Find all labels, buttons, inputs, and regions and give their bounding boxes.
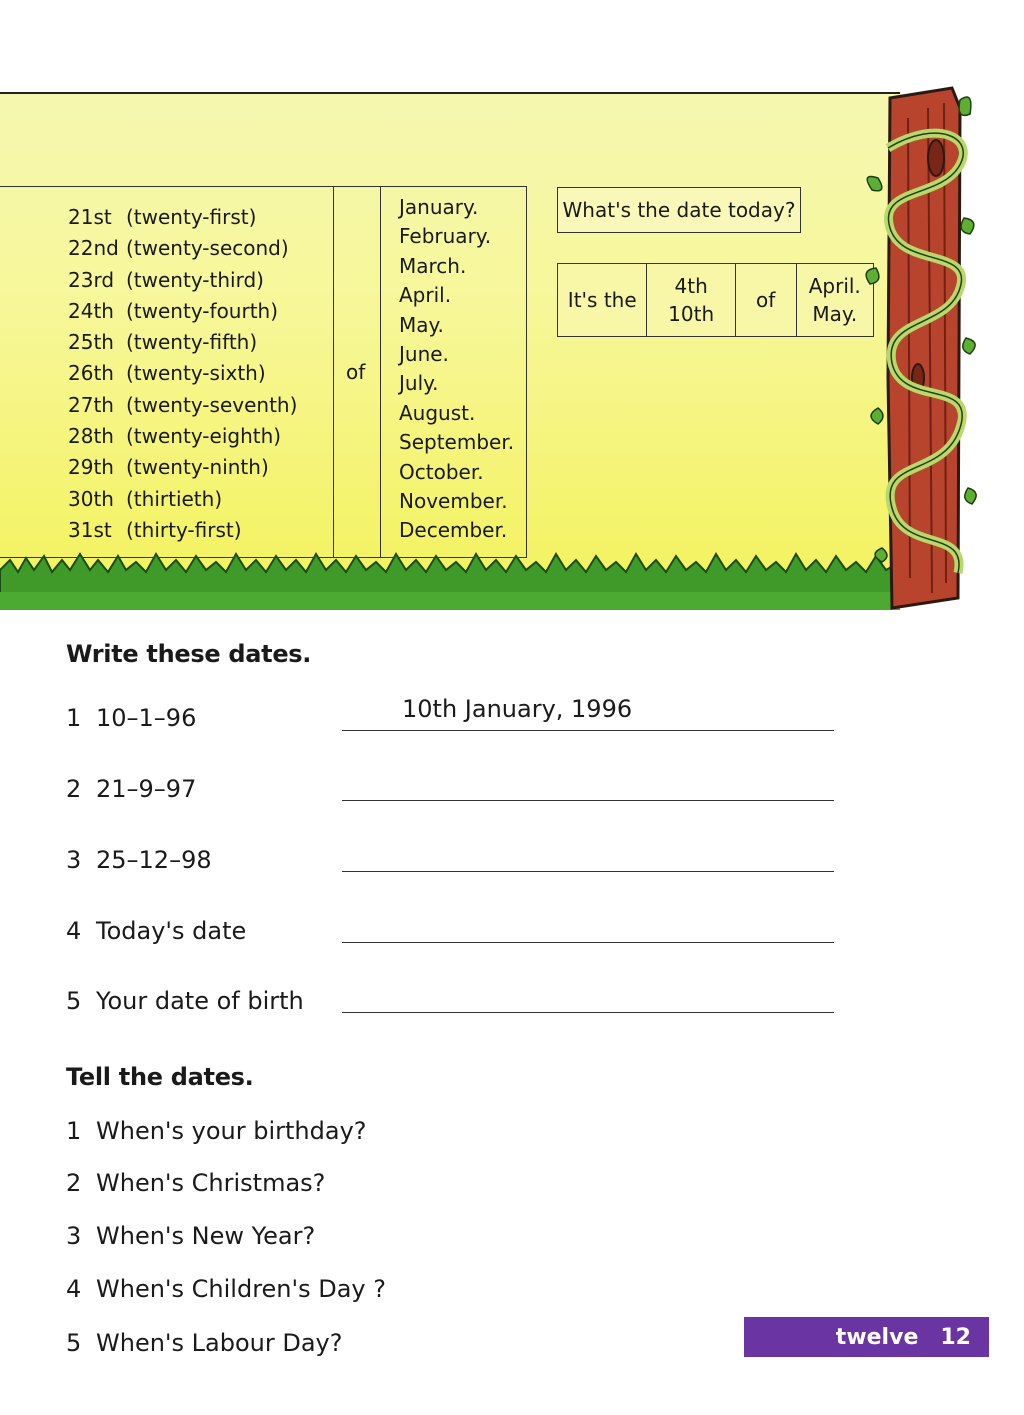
month-item: September. — [399, 430, 515, 455]
tell-item: 2 When's Christmas? — [66, 1169, 326, 1197]
ordinal-row: 31st (thirty-first) — [68, 517, 242, 542]
tell-heading: Tell the dates. — [66, 1063, 254, 1091]
month-list — [399, 193, 514, 546]
month-item: February. — [399, 224, 492, 249]
ordinal-row: 24th (twenty-fourth) — [68, 298, 279, 323]
tell-item: 4 When's Children's Day ? — [66, 1275, 386, 1303]
ordinal-row: 27th (twenty-seventh) — [68, 392, 298, 417]
ordinal-list — [68, 202, 297, 546]
of-label: of — [346, 360, 366, 384]
month-item: November. — [399, 488, 508, 513]
write-heading: Write these dates. — [66, 640, 312, 668]
month-item: April. — [399, 283, 452, 308]
month-item: May. — [399, 312, 444, 337]
answer-prefix-cell: It's the — [558, 264, 647, 336]
ordinal-row: 25th (twenty-fifth) — [68, 330, 258, 355]
answer-of-cell: of — [736, 264, 797, 336]
ordinal-row: 28th (twenty-eighth) — [68, 424, 282, 449]
table-divider — [333, 186, 334, 558]
write-item: 1 10–1–96 — [66, 704, 197, 732]
answer-line[interactable] — [342, 1012, 834, 1013]
month-item: January. — [399, 195, 479, 219]
answer-months-cell: April. May. — [808, 274, 861, 326]
write-item: 2 21–9–97 — [66, 775, 197, 803]
page-number-footer — [744, 1317, 989, 1357]
grass-strip — [0, 548, 900, 610]
answer-table — [557, 263, 874, 337]
month-item: June. — [399, 341, 449, 366]
write-item: 4 Today's date — [66, 917, 247, 945]
answer-line[interactable] — [342, 800, 834, 801]
ordinal-row: 22nd (twenty-second) — [68, 236, 289, 261]
tell-item: 1 When's your birthday? — [66, 1117, 367, 1145]
page-word: twelve — [835, 1324, 919, 1350]
month-item: March. — [399, 253, 467, 278]
example-answer: 10th January, 1996 — [402, 695, 633, 723]
ordinal-row: 30th (thirtieth) — [68, 486, 223, 511]
tell-item: 3 When's New Year? — [66, 1222, 316, 1250]
month-item: July. — [399, 371, 439, 396]
ordinal-row: 26th (twenty-sixth) — [68, 361, 266, 386]
answer-line[interactable] — [342, 871, 834, 872]
month-item: December. — [399, 518, 508, 543]
tell-item: 5 When's Labour Day? — [66, 1329, 343, 1357]
month-item: October. — [399, 459, 484, 484]
ordinal-row: 21st (twenty-first) — [68, 205, 257, 229]
page-number: 12 — [940, 1324, 971, 1350]
question-box: What's the date today? — [557, 187, 801, 233]
ordinal-row: 23rd (twenty-third) — [68, 267, 264, 292]
write-item: 3 25–12–98 — [66, 846, 212, 874]
ordinal-row: 29th (twenty-ninth) — [68, 455, 269, 480]
table-divider — [380, 186, 381, 558]
month-item: August. — [399, 400, 476, 425]
write-item: 5 Your date of birth — [66, 987, 304, 1015]
wooden-post-with-vine — [848, 78, 998, 618]
answer-days-cell: 4th 10th — [647, 264, 735, 336]
answer-line[interactable] — [342, 730, 834, 731]
answer-line[interactable] — [342, 942, 834, 943]
